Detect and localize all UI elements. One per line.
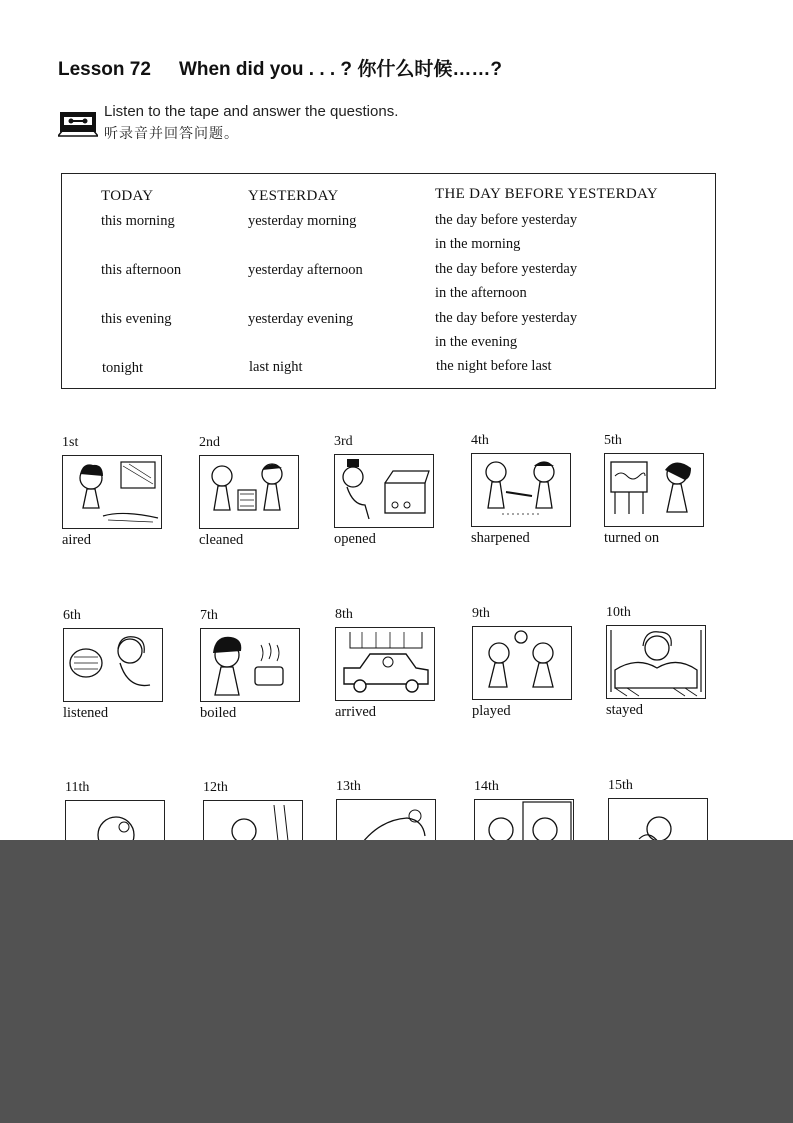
picture-card-5 bbox=[604, 432, 704, 547]
children-playing-illustration bbox=[473, 627, 571, 699]
man-opening-box-illustration bbox=[335, 455, 433, 527]
ordinal-label: 12th bbox=[203, 780, 228, 795]
picture-frame bbox=[334, 454, 434, 528]
lesson-heading-zh: 你什么时候……? bbox=[357, 59, 502, 80]
table-cell: yesterday evening bbox=[248, 311, 354, 327]
woman-boiling-water-illustration bbox=[201, 629, 299, 701]
table-cell: the day before yesterday bbox=[435, 212, 578, 228]
table-cell: the day before yesterday bbox=[435, 261, 578, 277]
verb-label: boiled bbox=[200, 705, 237, 721]
time-expressions-table bbox=[61, 173, 716, 389]
ordinal-label: 2nd bbox=[199, 435, 220, 450]
ordinal-label: 15th bbox=[608, 778, 633, 793]
picture-card-8 bbox=[335, 606, 435, 721]
picture-card-4 bbox=[471, 432, 571, 547]
picture-card-9 bbox=[472, 605, 572, 720]
picture-card-7 bbox=[200, 607, 300, 722]
table-cell: yesterday afternoon bbox=[248, 262, 363, 278]
header-today: TODAY bbox=[101, 188, 154, 204]
picture-frame bbox=[63, 628, 163, 702]
table-cell: yesterday morning bbox=[248, 213, 357, 229]
table-cell: the day before yesterday bbox=[435, 310, 578, 326]
ordinal-label: 8th bbox=[335, 607, 353, 622]
children-sharpening-pencils-illustration bbox=[472, 454, 570, 526]
picture-frame bbox=[335, 627, 435, 701]
picture-frame bbox=[604, 453, 704, 527]
verb-label: played bbox=[472, 703, 511, 719]
ordinal-label: 13th bbox=[336, 779, 361, 794]
picture-frame bbox=[200, 628, 300, 702]
ordinal-label: 1st bbox=[62, 435, 79, 450]
verb-label: turned on bbox=[604, 530, 660, 546]
verb-label: arrived bbox=[335, 704, 377, 720]
verb-label: sharpened bbox=[471, 530, 530, 546]
picture-frame bbox=[472, 626, 572, 700]
verb-label: cleaned bbox=[199, 532, 244, 548]
table-cell: in the evening bbox=[435, 334, 518, 350]
verb-label: opened bbox=[334, 531, 376, 547]
picture-frame bbox=[471, 453, 571, 527]
table-cell: this evening bbox=[101, 311, 172, 327]
girl-turning-on-tv-illustration bbox=[605, 454, 703, 526]
man-arriving-by-car-illustration bbox=[336, 628, 434, 700]
table-cell: the night before last bbox=[436, 358, 552, 374]
ordinal-label: 10th bbox=[606, 605, 631, 620]
girl-airing-room-illustration bbox=[63, 456, 161, 528]
picture-frame bbox=[606, 625, 706, 699]
verb-label: stayed bbox=[606, 702, 644, 718]
table-cell: last night bbox=[249, 359, 303, 375]
verb-label: aired bbox=[62, 532, 91, 548]
picture-card-1 bbox=[62, 434, 162, 549]
girl-listening-to-radio-illustration bbox=[64, 629, 162, 701]
header-day-before-yesterday: THE DAY BEFORE YESTERDAY bbox=[435, 186, 658, 202]
header-yesterday: YESTERDAY bbox=[248, 188, 339, 204]
ordinal-label: 5th bbox=[604, 433, 622, 448]
verb-label: listened bbox=[63, 705, 109, 721]
ordinal-label: 7th bbox=[200, 608, 218, 623]
picture-frame bbox=[62, 455, 162, 529]
gray-cover-overlay bbox=[0, 840, 793, 1123]
lesson-title bbox=[58, 54, 502, 81]
ordinal-label: 11th bbox=[65, 780, 90, 795]
table-cell: this afternoon bbox=[101, 262, 182, 278]
picture-card-6 bbox=[63, 607, 163, 722]
ordinal-label: 14th bbox=[474, 779, 499, 794]
picture-card-3 bbox=[334, 433, 434, 548]
lesson-heading: When did you . . . ? bbox=[178, 59, 353, 80]
table-cell: in the afternoon bbox=[435, 285, 527, 301]
picture-card-10 bbox=[606, 604, 706, 719]
instruction-text-zh: 听录音并回答问题。 bbox=[104, 126, 239, 142]
table-cell: in the morning bbox=[435, 236, 521, 252]
ordinal-label: 3rd bbox=[334, 434, 353, 449]
lesson-number: Lesson 72 bbox=[58, 59, 151, 80]
ordinal-label: 6th bbox=[63, 608, 81, 623]
cassette-tape-icon bbox=[58, 108, 98, 138]
picture-card-2 bbox=[199, 434, 299, 549]
table-cell: this morning bbox=[101, 213, 175, 229]
table-cell: tonight bbox=[102, 360, 144, 376]
children-cleaning-illustration bbox=[200, 456, 298, 528]
instruction-text-en: Listen to the tape and answer the questions. bbox=[104, 103, 399, 120]
ordinal-label: 9th bbox=[472, 606, 490, 621]
ordinal-label: 4th bbox=[471, 433, 489, 448]
picture-frame bbox=[199, 455, 299, 529]
instructions bbox=[104, 101, 398, 145]
girl-staying-in-bed-illustration bbox=[607, 626, 705, 698]
